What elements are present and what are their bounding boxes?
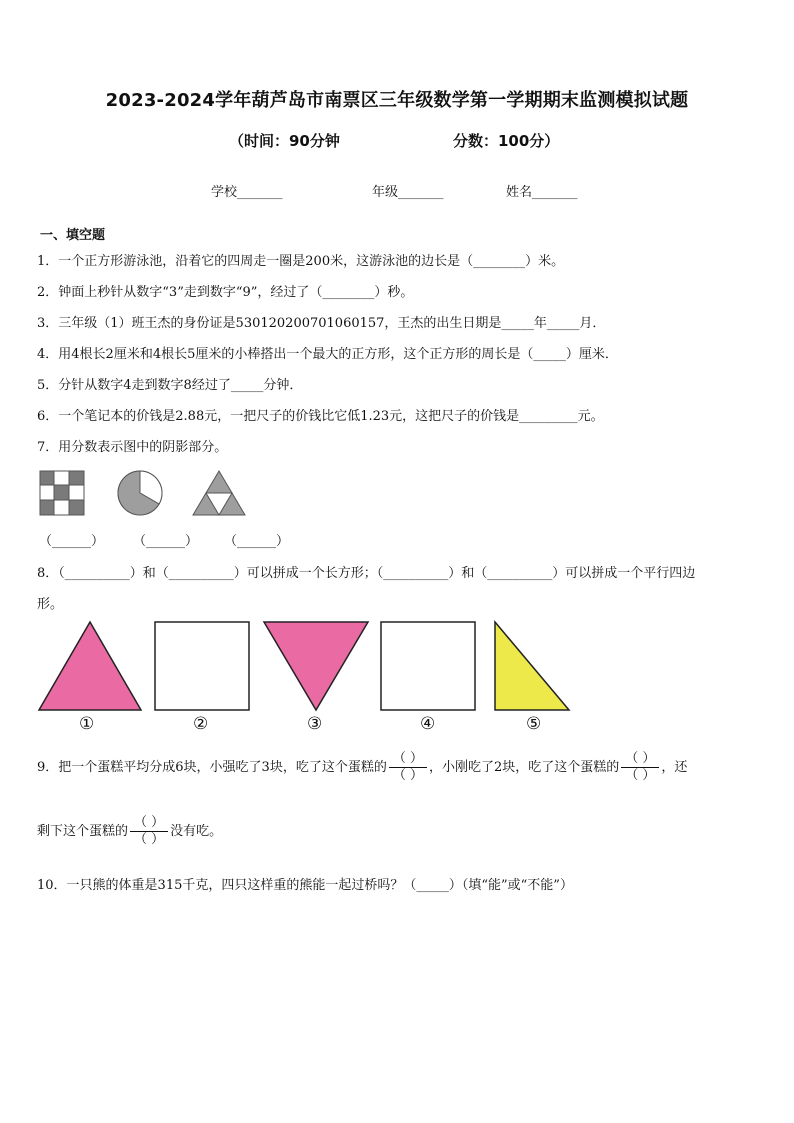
q7-answer-1[interactable]: （______） [39, 534, 105, 549]
q9-text-3: ，还 [661, 760, 688, 775]
q7-triangle-figure [192, 470, 246, 516]
q9-fraction-1-denominator[interactable]: （ ） [392, 768, 423, 783]
question-7: 7．用分数表示图中的阴影部分。 [37, 440, 228, 455]
q8-label-4: ④ [420, 714, 436, 734]
q8-shape-5-yellow-right-triangle [494, 621, 570, 711]
section-title-fill-in: 一、填空题 [40, 228, 106, 243]
question-8-cont: 形。 [37, 597, 64, 612]
question-5: 5．分针从数字4走到数字8经过了_____分钟． [37, 378, 303, 393]
q9-fraction-3-denominator[interactable]: （ ） [134, 832, 165, 847]
q8-shape-4-square [380, 621, 476, 711]
question-8: 8．（__________）和（__________）可以拼成一个长方形；（__________）和（__________）可以拼成一个平行四边 [37, 566, 696, 581]
q9-text-1: 9．把一个蛋糕平均分成6块，小强吃了3块，吃了这个蛋糕的 [37, 760, 387, 775]
q8-label-5: ⑤ [526, 714, 542, 734]
q9-fraction-2[interactable] [621, 751, 659, 784]
question-3: 3．三年级（1）班王杰的身份证是530120200701060157，王杰的出生日期是_____年_____月． [37, 316, 606, 331]
question-2: 2．钟面上秒针从数字“3”走到数字“9”，经过了（________）秒。 [37, 285, 414, 300]
q9-text-5: 没有吃。 [170, 824, 223, 839]
q8-label-3: ③ [307, 714, 323, 734]
q8-shape-2-square [154, 621, 250, 711]
name-field[interactable]: 姓名_______ [506, 185, 578, 200]
question-6: 6．一个笔记本的价钱是2.88元，一把尺子的价钱比它低1.23元，这把尺子的价钱是_________元。 [37, 409, 604, 424]
question-4: 4．用4根长2厘米和4根长5厘米的小棒搭出一个最大的正方形，这个正方形的周长是（_____）厘米． [37, 347, 618, 362]
q9-fraction-3-numerator[interactable]: （ ） [130, 815, 168, 832]
exam-title: 2023-2024学年葫芦岛市南票区三年级数学第一学期期末监测模拟试题 [105, 90, 689, 111]
q9-text-4: 剩下这个蛋糕的 [37, 824, 129, 839]
q9-fraction-1[interactable] [389, 751, 427, 784]
q9-fraction-3[interactable] [130, 815, 168, 848]
q9-fraction-2-denominator[interactable]: （ ） [625, 768, 656, 783]
q8-label-1: ① [79, 714, 95, 734]
school-field[interactable]: 学校_______ [211, 185, 283, 200]
question-9-cont [37, 815, 222, 848]
q7-answer-3[interactable]: （______） [224, 534, 290, 549]
q9-fraction-2-numerator[interactable]: （ ） [621, 751, 659, 768]
question-9 [37, 751, 687, 784]
q9-fraction-1-numerator[interactable]: （ ） [389, 751, 427, 768]
q7-answer-2[interactable]: （______） [133, 534, 199, 549]
q8-label-2: ② [193, 714, 209, 734]
exam-score: 分数：100分） [453, 132, 560, 150]
q7-grid-figure [39, 470, 85, 516]
q8-shape-1-pink-triangle [38, 621, 142, 711]
question-10: 10．一只熊的体重是315千克，四只这样重的熊能一起过桥吗？（_____）（填“能”或“不能”） [37, 878, 573, 893]
q8-shape-3-pink-inverted-triangle [263, 621, 369, 711]
q9-text-2: ，小刚吃了2块，吃了这个蛋糕的 [428, 760, 620, 775]
q7-circle-figure [116, 469, 164, 517]
question-1: 1．一个正方形游泳池，沿着它的四周走一圈是200米，这游泳池的边长是（________）米。 [37, 254, 565, 269]
grade-field[interactable]: 年级_______ [372, 185, 444, 200]
exam-time: （时间：90分钟 [229, 132, 340, 150]
